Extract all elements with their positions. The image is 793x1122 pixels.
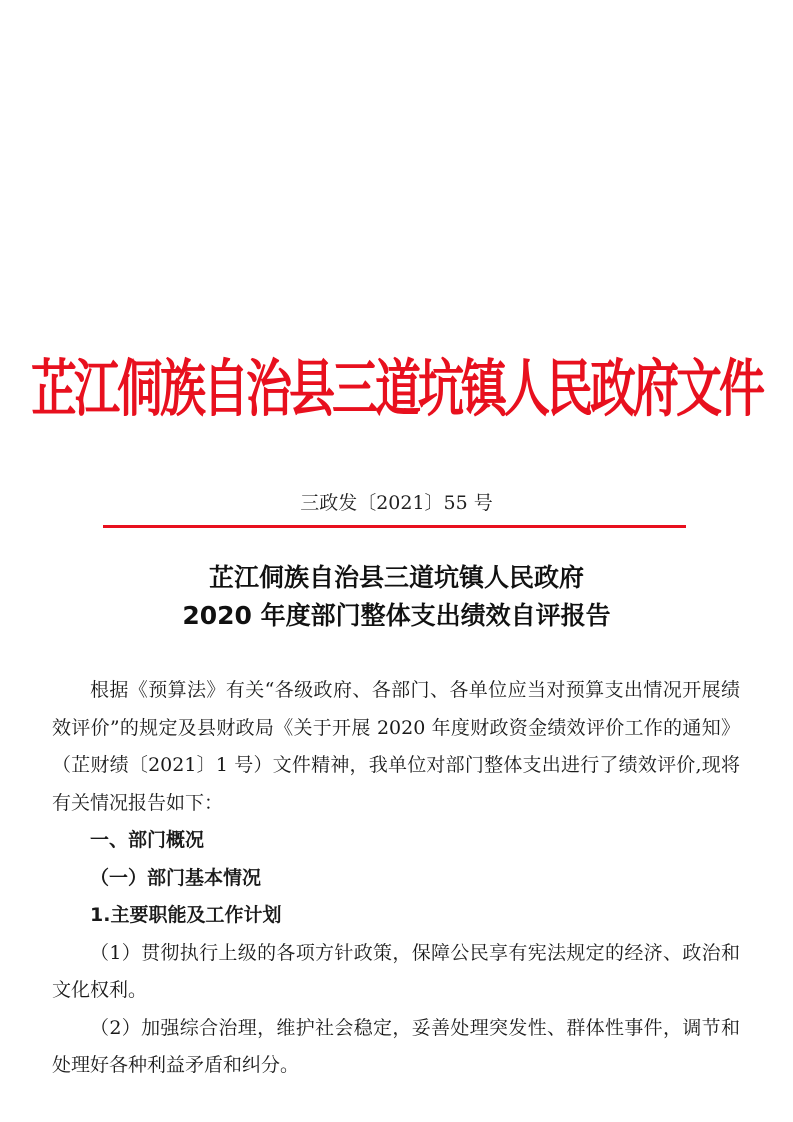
subsection-heading-1: （一）部门基本情况 xyxy=(90,866,262,889)
section-heading-1: 一、部门概况 xyxy=(90,829,205,851)
list-item-2: （2）加强综合治理，维护社会稳定，妥善处理突发性、群体性事件，调节和处理好各种利益矛盾和纠分。 xyxy=(52,1016,740,1076)
report-body xyxy=(52,672,740,1085)
intro-paragraph: 根据《预算法》有关“各级政府、各部门、各单位应当对预算支出情况开展绩效评价”的规定及县财政局《关于开展 2020 年度财政资金绩效评价工作的通知》（芷财绩〔2021〕1 号）文件精神，我单位对部门整体支出进行了绩效评价,现将有关情况报告如下： xyxy=(52,679,740,814)
report-title-line-1: 芷江侗族自治县三道坑镇人民政府 xyxy=(208,563,584,592)
issuer-header: 芷江侗族自治县三道坑镇人民政府文件 xyxy=(31,352,762,426)
subsubsection-heading-1: 1.主要职能及工作计划 xyxy=(90,904,282,926)
document-number: 三政发〔2021〕55 号 xyxy=(300,492,493,514)
list-item-1: （1）贯彻执行上级的各项方针政策，保障公民享有宪法规定的经济、政治和文化权利。 xyxy=(52,941,740,1001)
report-title-line-2: 2020 年度部门整体支出绩效自评报告 xyxy=(182,601,611,630)
red-divider-line xyxy=(103,525,686,528)
